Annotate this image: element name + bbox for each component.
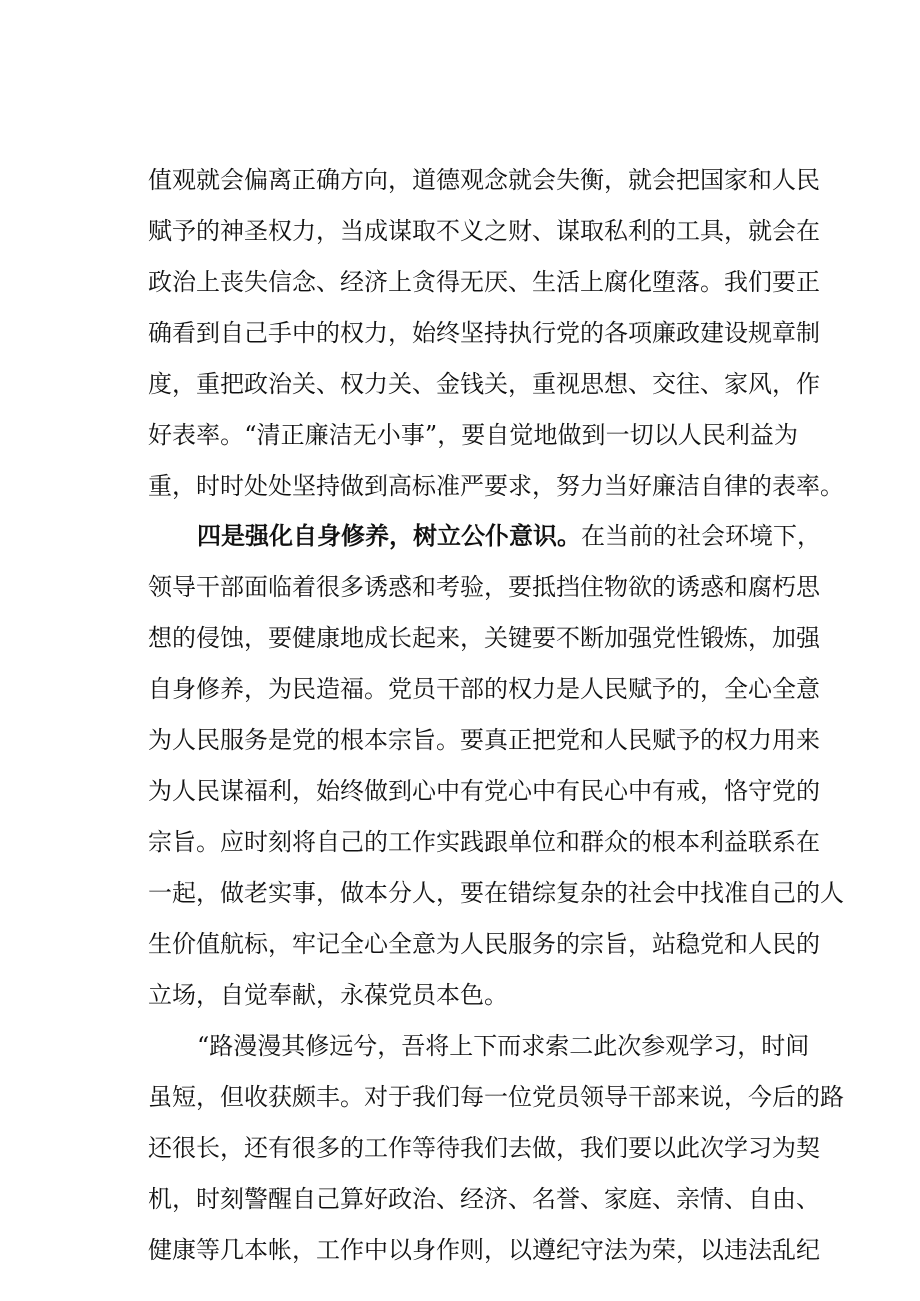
paragraph3-first-line: “路漫漫其修远兮，吾将上下而求索二此次参观学习，时间 — [197, 1032, 810, 1060]
paragraph2-line-8: 一起，做老实事，做本分人，要在错综复杂的社会中找准自己的人 — [148, 879, 844, 907]
paragraph2-line-2: 领导干部面临着很多诱惑和考验，要抵挡住物欲的诱惑和腐朽思 — [148, 573, 820, 601]
paragraph3-line-5: 健康等几本帐，工作中以身作则，以遵纪守法为荣，以违法乱纪 — [148, 1236, 820, 1264]
paragraph2-first-line-text: 在当前的社会环境下， — [581, 522, 821, 550]
paragraph2-line-3: 想的侵蚀，要健康地成长起来，关键要不断加强党性锻炼，加强 — [148, 624, 820, 652]
paragraph1-line-3: 政治上丧失信念、经济上贪得无厌、生活上腐化堕落。我们要正 — [148, 268, 820, 296]
paragraph1-line-7: 重，时时处处坚持做到高标准严要求，努力当好廉洁自律的表率。 — [148, 472, 844, 500]
paragraph2-line-7: 宗旨。应时刻将自己的工作实践跟单位和群众的根本利益联系在 — [148, 828, 820, 856]
paragraph1-line-2: 赋予的神圣权力，当成谋取不义之财、谋取私利的工具，就会在 — [148, 217, 820, 245]
paragraph2-line-10: 立场，自觉奉献，永葆党员本色。 — [148, 981, 508, 1009]
paragraph2-first-line — [197, 516, 821, 556]
paragraph3-line-2: 虽短，但收获颇丰。对于我们每一位党员领导干部来说，今后的路 — [148, 1083, 844, 1111]
paragraph2-line-9: 生价值航标，牢记全心全意为人民服务的宗旨，站稳党和人民的 — [148, 930, 820, 958]
paragraph2-line-5: 为人民服务是党的根本宗旨。要真正把党和人民赋予的权力用来 — [148, 726, 820, 754]
paragraph1-line-4: 确看到自己手中的权力，始终坚持执行党的各项廉政建设规章制 — [148, 319, 820, 347]
paragraph3-line-3: 还很长，还有很多的工作等待我们去做，我们要以此次学习为契 — [148, 1134, 820, 1162]
paragraph1-line-5: 度，重把政治关、权力关、金钱关，重视思想、交往、家风，作 — [148, 370, 820, 398]
paragraph2-line-6: 为人民谋福利，始终做到心中有党心中有民心中有戒，恪守党的 — [148, 777, 820, 805]
section-heading: 四是强化自身修养，树立公仆意识。 — [197, 521, 581, 550]
paragraph2-line-4: 自身修养，为民造福。党员干部的权力是人民赋予的，全心全意 — [148, 675, 820, 703]
paragraph1-line-6: 好表率。“清正廉洁无小事”，要自觉地做到一切以人民利益为 — [148, 421, 798, 449]
paragraph1-line-1: 值观就会偏离正确方向，道德观念就会失衡，就会把国家和人民 — [148, 166, 820, 194]
paragraph3-line-4: 机，时刻警醒自己算好政治、经济、名誉、家庭、亲情、自由、 — [148, 1185, 820, 1213]
